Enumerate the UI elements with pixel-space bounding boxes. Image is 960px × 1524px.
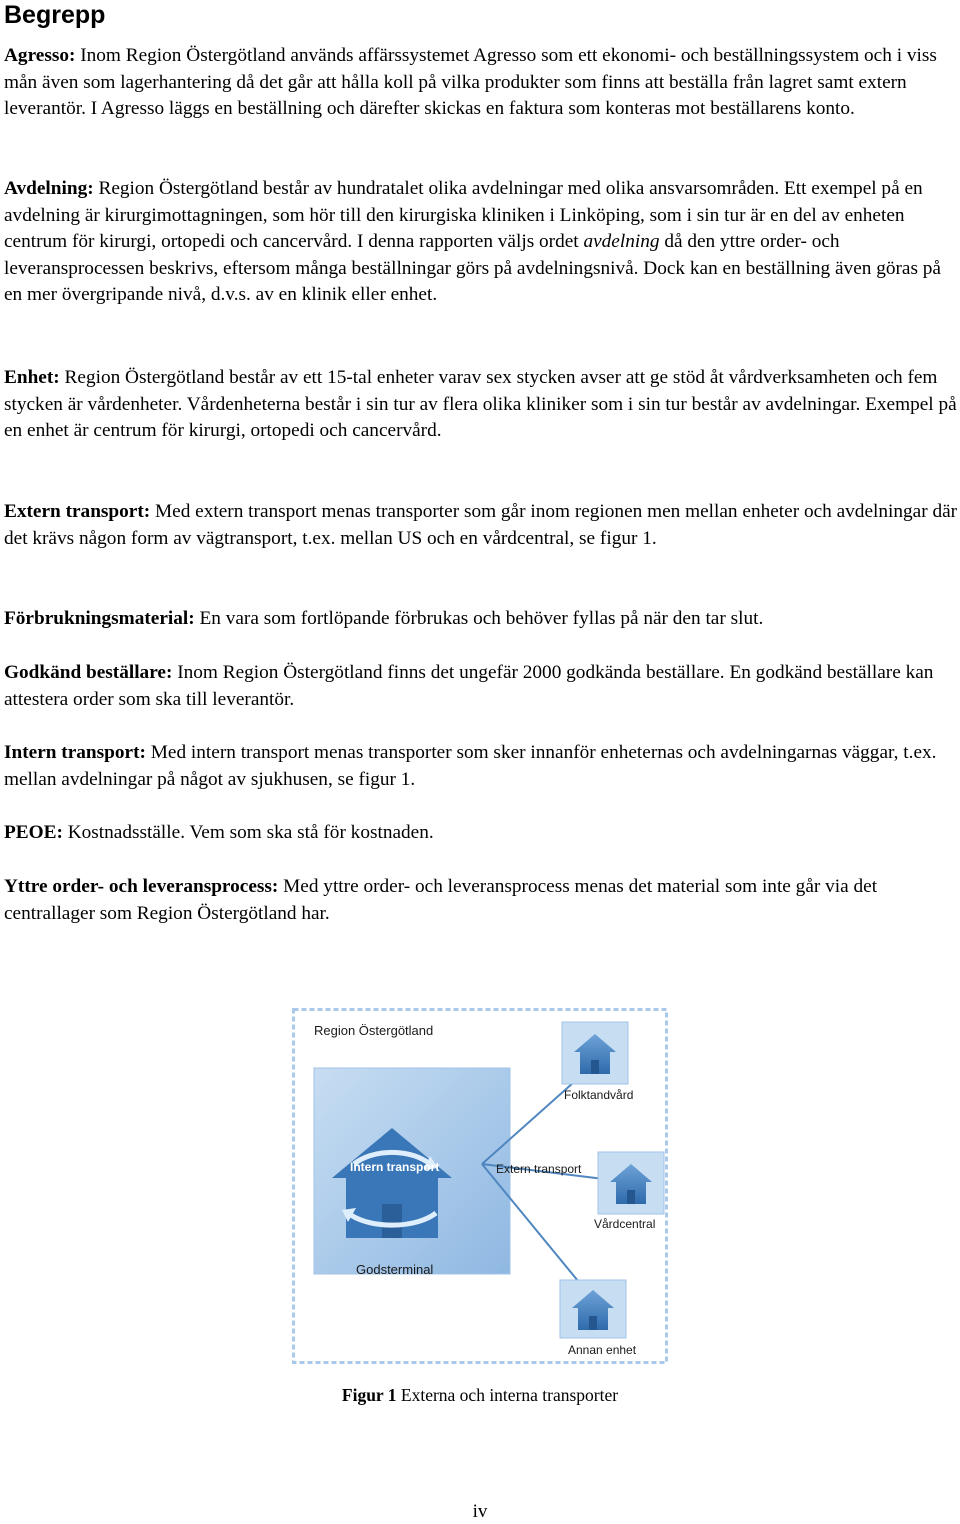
definition-forbrukningsmaterial	[4, 606, 958, 633]
definition-text: Inom Region Östergötland används affärssystemet Agresso som ett ekonomi- och beställningssystem och i viss mån även som lagerhantering då det går att hålla koll på vilka produkter som finns att beställa från lagret samt extern leverantör. I Agresso läggs en beställning och därefter skickas en faktura som konteras mot beställarens konto.	[4, 45, 937, 120]
node-label-vardcentral: Vårdcentral	[594, 1217, 656, 1231]
definition-term: Förbrukningsmaterial:	[4, 608, 195, 629]
definition-term: Avdelning:	[4, 178, 94, 199]
extern-transport-label: Extern transport	[496, 1162, 582, 1176]
definition-yttre-process	[4, 874, 958, 927]
definition-term: PEOE:	[4, 822, 63, 843]
definition-text: Med intern transport menas transporter som sker innanför enheternas och avdelningarnas väggar, t.ex. mellan avdelningar på något av sjukhusen, se figur 1.	[4, 742, 937, 790]
caption-label: Figur 1	[341, 1385, 397, 1405]
definition-term: Agresso:	[4, 45, 76, 66]
diagram-svg	[292, 1008, 668, 1364]
figure-caption	[0, 1383, 960, 1407]
definition-godkand-bestallare	[4, 660, 958, 713]
page-heading: Begrepp	[4, 1, 106, 29]
region-label: Region Östergötland	[314, 1023, 434, 1038]
definition-text: då den yttre order- och leveransprocessen beskrivs, eftersom många beställningar görs på avdelningsnivå. Dock kan en beställning även göras på en mer övergripande nivå, d.v.s. av en klinik eller enhet.	[4, 231, 941, 306]
definition-text: Kostnadsställe. Vem som ska stå för kostnaden.	[62, 822, 434, 843]
definition-term: Godkänd beställare:	[4, 662, 173, 683]
definition-extern-transport	[4, 499, 958, 552]
definition-avdelning	[4, 176, 958, 309]
definition-text: Inom Region Östergötland finns det ungefär 2000 godkända beställare. En godkänd beställare kan attestera order som ska till leverantör.	[4, 662, 934, 710]
definition-enhet	[4, 365, 958, 445]
node-label-folktandvard: Folktandvård	[564, 1088, 634, 1102]
definition-text: Region Östergötland består av ett 15-tal enheter varav sex stycken avser att ge stöd åt vårdverksamheten och fem stycken är vårdenheter. Vårdenheterna består i sin tur av flera olika kliniker som i sin tur består av avdelningar. Exempel på en enhet är centrum för kirurgi, ortopedi och cancervård.	[4, 367, 957, 442]
definition-term: Yttre order- och leveransprocess:	[4, 876, 279, 897]
godsterminal-label: Godsterminal	[356, 1262, 434, 1277]
definition-text: Med extern transport menas transporter som går inom regionen men mellan enheter och avdelningar där det krävs någon form av vägtransport, t.ex. mellan US och en vårdcentral, se figur 1.	[4, 501, 958, 549]
definition-agresso	[4, 43, 958, 123]
definition-intern-transport	[4, 740, 958, 793]
intern-transport-label: Intern transport	[350, 1160, 440, 1174]
definition-term: Intern transport:	[4, 742, 146, 763]
definition-term: Enhet:	[4, 367, 60, 388]
node-label-annan-enhet: Annan enhet	[568, 1343, 637, 1357]
page-number: iv	[472, 1501, 488, 1522]
caption-text: Externa och interna transporter	[396, 1385, 619, 1405]
definition-text: En vara som fortlöpande förbrukas och behöver fyllas på när den tar slut.	[194, 608, 764, 629]
figure-transport-diagram	[292, 1008, 668, 1364]
definition-text: Region Östergötland består av hundratalet olika avdelningar med olika ansvarsområden. Ett exempel på en avdelning är kirurgimottagningen, som hör till den kirurgiska kliniken i Linköping, som i sin tur är en del av enheten centrum för kirurgi, ortopedi och cancervård. I denna rapporten väljs ordet	[4, 178, 923, 253]
definition-italic-word: avdelning	[583, 231, 660, 253]
definition-term: Extern transport:	[4, 501, 151, 522]
definition-peoe	[4, 820, 958, 847]
definition-text: Med yttre order- och leveransprocess menas det material som inte går via det centrallager som Region Östergötland har.	[4, 876, 878, 924]
